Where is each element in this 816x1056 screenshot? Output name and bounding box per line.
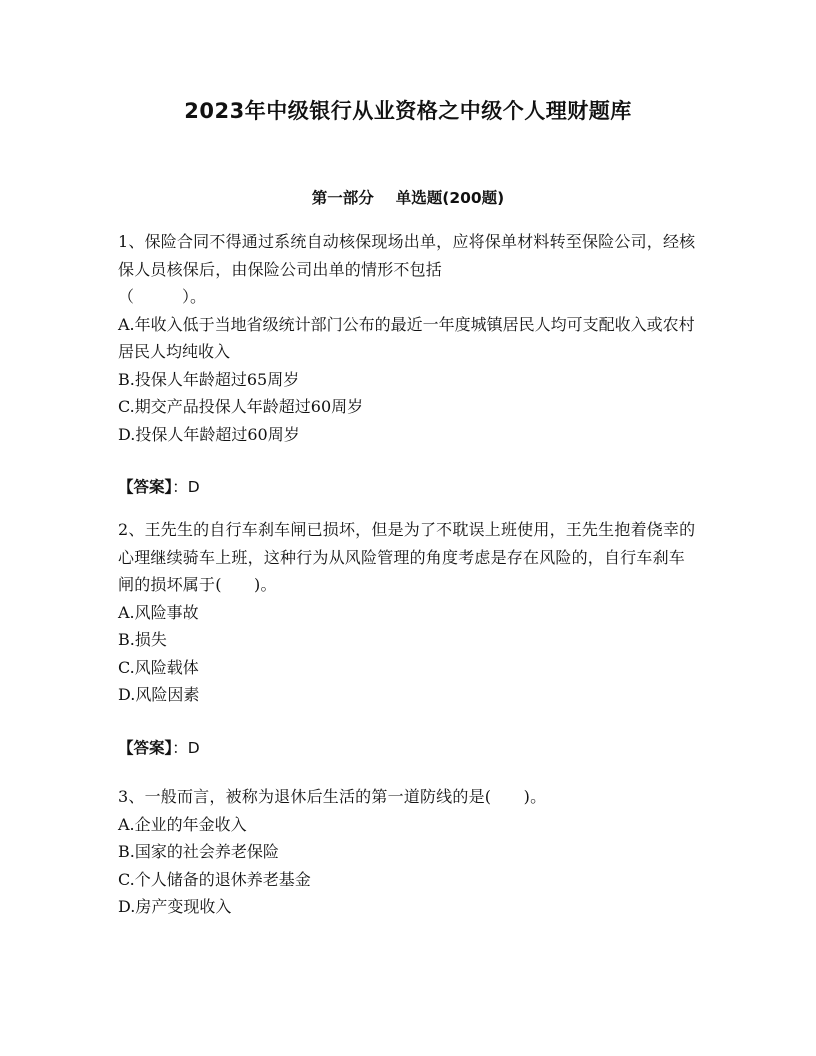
question-2-option-a: A.风险事故 (118, 602, 199, 622)
question-3-option-b: B.国家的社会养老保险 (118, 842, 279, 861)
question-3 (118, 783, 698, 921)
question-2 (118, 516, 698, 762)
question-2-answer-value: D (187, 738, 200, 757)
document-title: 2023年中级银行从业资格之中级个人理财题库 (184, 99, 632, 123)
question-3-option-c: C.个人储备的退休养老基金 (118, 869, 311, 889)
question-3-option-a: A.企业的年金收入 (118, 814, 247, 834)
question-3-stem: 3、一般而言，被称为退休后生活的第一道防线的是( )。 (118, 787, 547, 806)
section-part: 第一部分 (311, 189, 374, 207)
question-1 (118, 228, 698, 502)
question-2-option-d: D.风险因素 (118, 685, 200, 704)
question-1-option-b: B.投保人年龄超过65周岁 (118, 369, 300, 389)
question-1-answer-value: D (187, 478, 200, 496)
question-2-answer (118, 735, 698, 763)
question-1-blank: （ ）。 (118, 287, 207, 306)
question-1-option-c: C.期交产品投保人年龄超过60周岁 (118, 397, 364, 416)
question-3-option-d: D.房产变现收入 (118, 897, 232, 916)
question-1-answer-sep: ： (172, 478, 188, 496)
question-1-option-d: D.投保人年龄超过60周岁 (118, 424, 300, 444)
question-1-answer (118, 474, 698, 502)
question-2-answer-sep: ： (172, 738, 188, 757)
question-2-option-b: B.损失 (118, 630, 167, 649)
question-1-stem: 1、保险合同不得通过系统自动核保现场出单，应将保单材料转至保险公司，经核保人员核保后，由保险公司出单的情形不包括 (118, 232, 696, 279)
question-1-answer-label: 【答案】 (118, 478, 173, 496)
question-2-stem: 2、王先生的自行车刹车闸已损坏，但是为了不耽误上班使用，王先生抱着侥幸的心理继续骑车上班，这种行为从风险管理的角度考虑是存在风险的，自行车刹车闸的损坏属于( )。 (118, 520, 696, 594)
section-type: 单选题(200题) (395, 189, 505, 207)
question-2-option-c: C.风险载体 (118, 657, 199, 677)
question-1-option-a: A.年收入低于当地省级统计部门公布的最近一年度城镇居民人均可支配收入或农村居民人均纯收入 (118, 314, 695, 361)
question-2-answer-label: 【答案】 (118, 738, 173, 757)
section-heading (0, 186, 816, 210)
